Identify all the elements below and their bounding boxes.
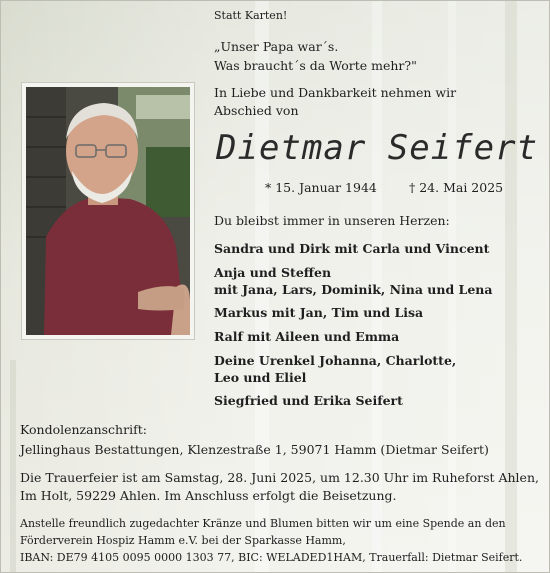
statt-karten: Statt Karten! — [214, 9, 288, 22]
family-line: mit Jana, Lars, Dominik, Nina und Lena — [214, 282, 493, 297]
family-line: Sandra und Dirk mit Carla und Vincent — [214, 241, 490, 256]
family-line: Markus mit Jan, Tim und Lisa — [214, 305, 424, 320]
donation-line-1: Anstelle freundlich zugedachter Kränze und Blumen bitten wir um eine Spende an den — [20, 517, 506, 530]
birth-date: * 15. Januar 1944 — [265, 180, 377, 195]
family-line: Anja und Steffen — [214, 265, 332, 280]
family-line: Siegfried und Erika Seifert — [214, 393, 403, 408]
quote-line-1: „Unser Papa war´s. — [214, 39, 339, 54]
intro-line-1: In Liebe und Dankbarkeit nehmen wir — [214, 85, 457, 100]
ceremony-line-2: Im Holt, 59229 Ahlen. Im Anschluss erfolgt die Beisetzung. — [20, 488, 397, 503]
death-date: † 24. Mai 2025 — [409, 180, 504, 195]
family-line: Leo und Eliel — [214, 370, 307, 385]
ceremony-line-1: Die Trauerfeier ist am Samstag, 28. Juni 2025, um 12.30 Uhr im Ruheforst Ahlen, — [20, 470, 539, 485]
donation-line-3: IBAN: DE79 4105 0095 0000 1303 77, BIC: WELADED1HAM, Trauerfall: Dietmar Seifert. — [20, 551, 523, 564]
donation-line-2: Förderverein Hospiz Hamm e.V. bei der Sparkasse Hamm, — [20, 534, 346, 547]
family-line: Ralf mit Aileen und Emma — [214, 329, 400, 344]
intro-line-2: Abschied von — [214, 103, 299, 118]
heart-text: Du bleibst immer in unseren Herzen: — [214, 213, 450, 228]
deceased-name: Dietmar Seifert — [216, 128, 539, 168]
condolence-address: Jellinghaus Bestattungen, Klenzestraße 1, 59071 Hamm (Dietmar Seifert) — [20, 442, 489, 457]
condolence-label: Kondolenzanschrift: — [20, 422, 147, 437]
quote-line-2: Was braucht´s da Worte mehr?" — [214, 58, 417, 73]
family-line: Deine Urenkel Johanna, Charlotte, — [214, 353, 457, 368]
